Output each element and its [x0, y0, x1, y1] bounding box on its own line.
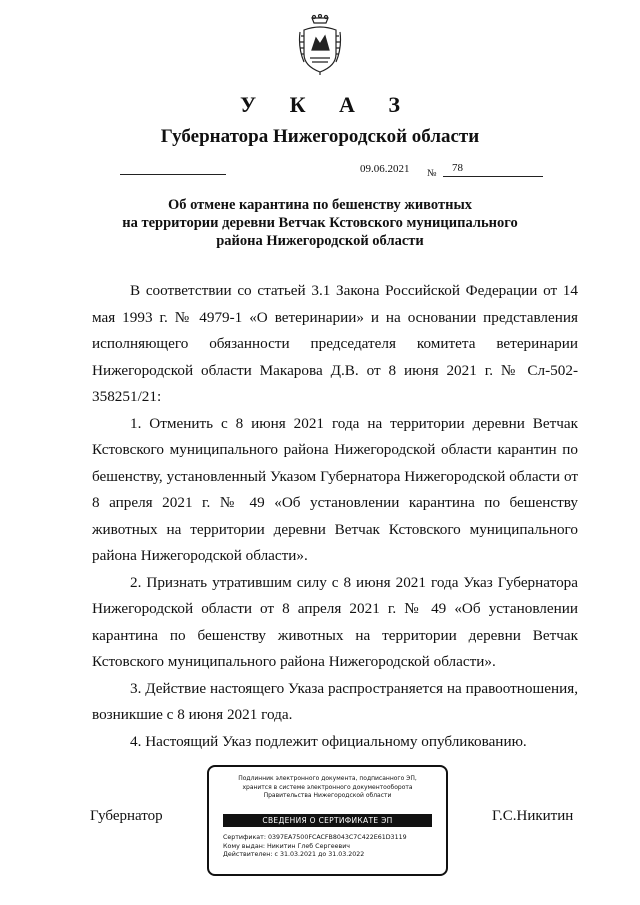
document-heading — [0, 196, 640, 250]
decree-date: 09.06.2021 — [360, 163, 410, 175]
stamp-cert-row — [223, 834, 407, 843]
heading-line: района Нижегородской области — [216, 233, 424, 249]
signer-position: Губернатор — [90, 808, 163, 824]
item-paragraph: 4. Настоящий Указ подлежит официальному опубликованию. — [130, 732, 527, 750]
item-paragraph: 2. Признать утратившим силу с 8 июня 2021 года Указ Губернатора Нижегородской области от 8 апреля 2021 г. № 49 «Об установлении карантина по бешенству животных на территории деревни Ветчак Кстовского муниципального района Нижегородской области». — [92, 573, 578, 670]
document-body — [92, 278, 578, 755]
number-underline — [443, 176, 543, 177]
decree-number: 78 — [452, 162, 463, 174]
heading-line: Об отмене карантина по бешенству животных — [167, 197, 473, 213]
stamp-notice-line: хранится в системе электронного документооборота — [242, 783, 413, 791]
item-paragraph: 3. Действие настоящего Указа распространяется на правоотношения, возникшие с 8 июня 2021 года. — [92, 679, 578, 723]
stamp-cert-label: Сертификат: — [223, 834, 266, 841]
stamp-owner-value: Никитин Глеб Сергеевич — [266, 842, 351, 850]
stamp-notice-line: Правительства Нижегородской области — [263, 792, 392, 799]
item-paragraph: 1. Отменить с 8 июня 2021 года на территории деревни Ветчак Кстовского муниципального района Нижегородской области карантин по бешенству, установленный Указом Губернатора Нижегородской области от 8 апреля 2021 г. № 49 «Об установлении карантина по бешенству животных на территории деревни Ветчак Кстовского муниципального района Нижегородской области». — [92, 414, 578, 564]
preamble-paragraph: В соответствии со статьей 3.1 Закона Российской Федерации от 14 мая 1993 г. № 4979-1 «О ветеринарии» и на основании представления исполняющего обязанности председателя комитета ветеринарии Нижегородской области Макарова Д.В. от 8 июня 2021 г. № Сл-502-358251/21: — [92, 282, 578, 405]
stamp-notice-line: Подлинник электронного документа, подписанного ЭП, — [238, 775, 417, 782]
date-underline — [120, 174, 226, 175]
stamp-owner-row — [223, 843, 407, 852]
stamp-notice — [209, 767, 446, 801]
electronic-signature-stamp — [207, 765, 448, 876]
stamp-cert-value: 0397EA7500FCACFB8043C7C422E61D3119 — [267, 834, 407, 841]
stamp-owner-label: Кому выдан: — [223, 842, 265, 850]
stamp-valid-value: с 31.03.2021 до 31.03.2022 — [274, 851, 365, 858]
stamp-certificate-bar: СВЕДЕНИЯ О СЕРТИФИКАТЕ ЭП — [223, 814, 432, 827]
stamp-details — [223, 834, 407, 860]
signer-name: Г.С.Никитин — [492, 808, 574, 824]
coat-of-arms-icon — [298, 14, 342, 76]
stamp-valid-row — [223, 851, 407, 860]
issuer-title: Губернатора Нижегородской области — [160, 126, 480, 147]
decree-title: У К А З — [239, 92, 415, 117]
stamp-valid-label: Действителен: — [223, 851, 273, 858]
number-label: № — [427, 168, 437, 179]
heading-line: на территории деревни Ветчак Кстовского муниципального — [122, 215, 518, 231]
